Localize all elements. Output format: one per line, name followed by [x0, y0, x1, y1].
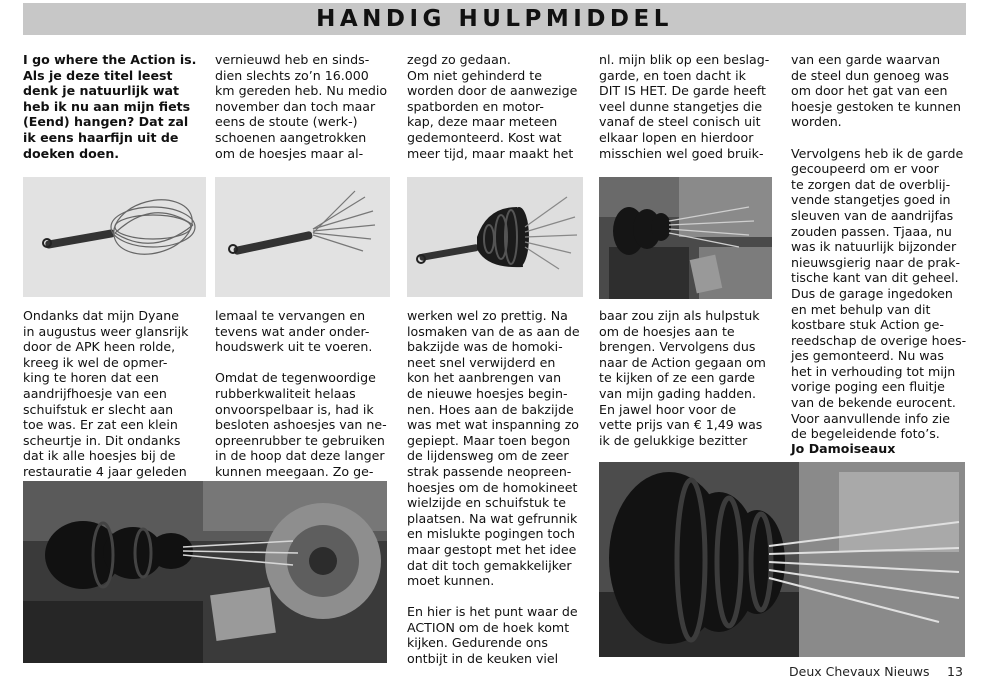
- article-title: HANDIG HULPMIDDEL: [316, 6, 673, 32]
- page-number: 13: [947, 664, 963, 679]
- column-4-middle: baar zou zijn als hulpstuk om de hoesjes aan te brengen. Vervolgens dus naar de Action gegaan om te kijken of ze een garde van mijn gading hadden. En jawel hoor voor de vette prijs van € 1,49 was ik de gelukkige bezitter: [599, 308, 766, 448]
- column-3-top: zegd zo gedaan. Om niet gehinderd te worden door de aanwezige spatborden en motor- kap, deze maar meteen gedemonteerd. Kost wat meer tijd, maar maakt het: [407, 52, 578, 161]
- author: Jo Damoiseaux: [791, 441, 896, 456]
- column-3-middle: werken wel zo prettig. Na losmaken van de as aan de bakzijde was de homoki- neet snel verwijderd en kon het aanbrengen van de nieuwe hoesjes begin- nen. Hoes aan de bakzijde was met wat inspanning zo gepiept. Maar toen begon de lijdensweg om de zeer strak passende neopreen- hoesjes om de homokineet wielzijde en schuifstuk te plaatsen. Na wat gefrunnik en mislukte pogingen toch maar gestopt met het idee dat dit toch gemakkelijker moet kunnen. En hier is het punt waar de ACTION om de hoek komt kijken. Gedurende ons ontbijt in de keuken viel: [407, 308, 580, 667]
- column-2-middle: lemaal te vervangen en tevens wat ander onder- houdswerk uit te voeren. Omdat de tegenwoordige rubberkwaliteit helaas onvoorspelbaar is, had ik besloten ashoesjes van ne- opreenrubber te gebruiken in de hoop dat deze langer kunnen meegaan. Zo ge-: [215, 308, 387, 479]
- column-5-text: van een garde waarvan de steel dun genoeg was om door het gat van een hoesje gestoken te kunnen worden. Vervolgens heb ik de garde gecoupeerd om er voor te zorgen dat de overblij- vende stangetjes goed in sleuven van de aandrijfas zouden passen. Tjaaa, nu was ik natuurlijk bijzonder nieuwsgierig naar de prak- tische kant van dit geheel. Dus de garage ingedoken en met behulp van dit kostbare stuk Action ge- reedschap de overige hoes- jes gemonteerd. Nu was het in verhouding tot mijn vorige poging een fluitje van de bekende eurocent. Voor aanvullende info zie de begeleidende foto’s.: [791, 52, 967, 442]
- photo-axle-boot: [23, 481, 387, 663]
- column-1-middle: Ondanks dat mijn Dyane in augustus weer glansrijk door de APK heen rolde, kreeg ik wel de opmer- king te horen dat een aandrijfhoesje van een schuifstuk er slecht aan toe was. Er zat een klein scheurtje in. Dit ondanks dat ik alle hoesjes bij de restauratie 4 jaar geleden: [23, 308, 189, 479]
- publication-name: Deux Chevaux Nieuws: [789, 664, 930, 679]
- photo-fitting-car: [599, 177, 772, 299]
- photo-whisk: [23, 177, 206, 297]
- header-bar: [23, 3, 966, 35]
- intro-text: I go where the Action is. Als je deze titel leest denk je natuurlijk wat heb ik nu aan mijn fiets (Eend) hangen? Dat zal ik eens haarfijn uit de doeken doen.: [23, 52, 197, 161]
- photo-whisk-cut: [215, 177, 390, 297]
- column-4-top: nl. mijn blik op een beslag- garde, en toen dacht ik DIT IS HET. De garde heeft veel dunne stangetjes die vanaf de steel conisch uit elkaar lopen en hierdoor misschien wel goed bruik-: [599, 52, 770, 161]
- column-2-top: vernieuwd heb en sinds- dien slechts zo’n 16.000 km gereden heb. Nu medio november dan toch maar eens de stoute (werk-) schoenen aangetrokken om de hoesjes maar al-: [215, 52, 388, 161]
- photo-boot-closeup: [599, 462, 965, 657]
- photo-whisk-boot: [407, 177, 583, 297]
